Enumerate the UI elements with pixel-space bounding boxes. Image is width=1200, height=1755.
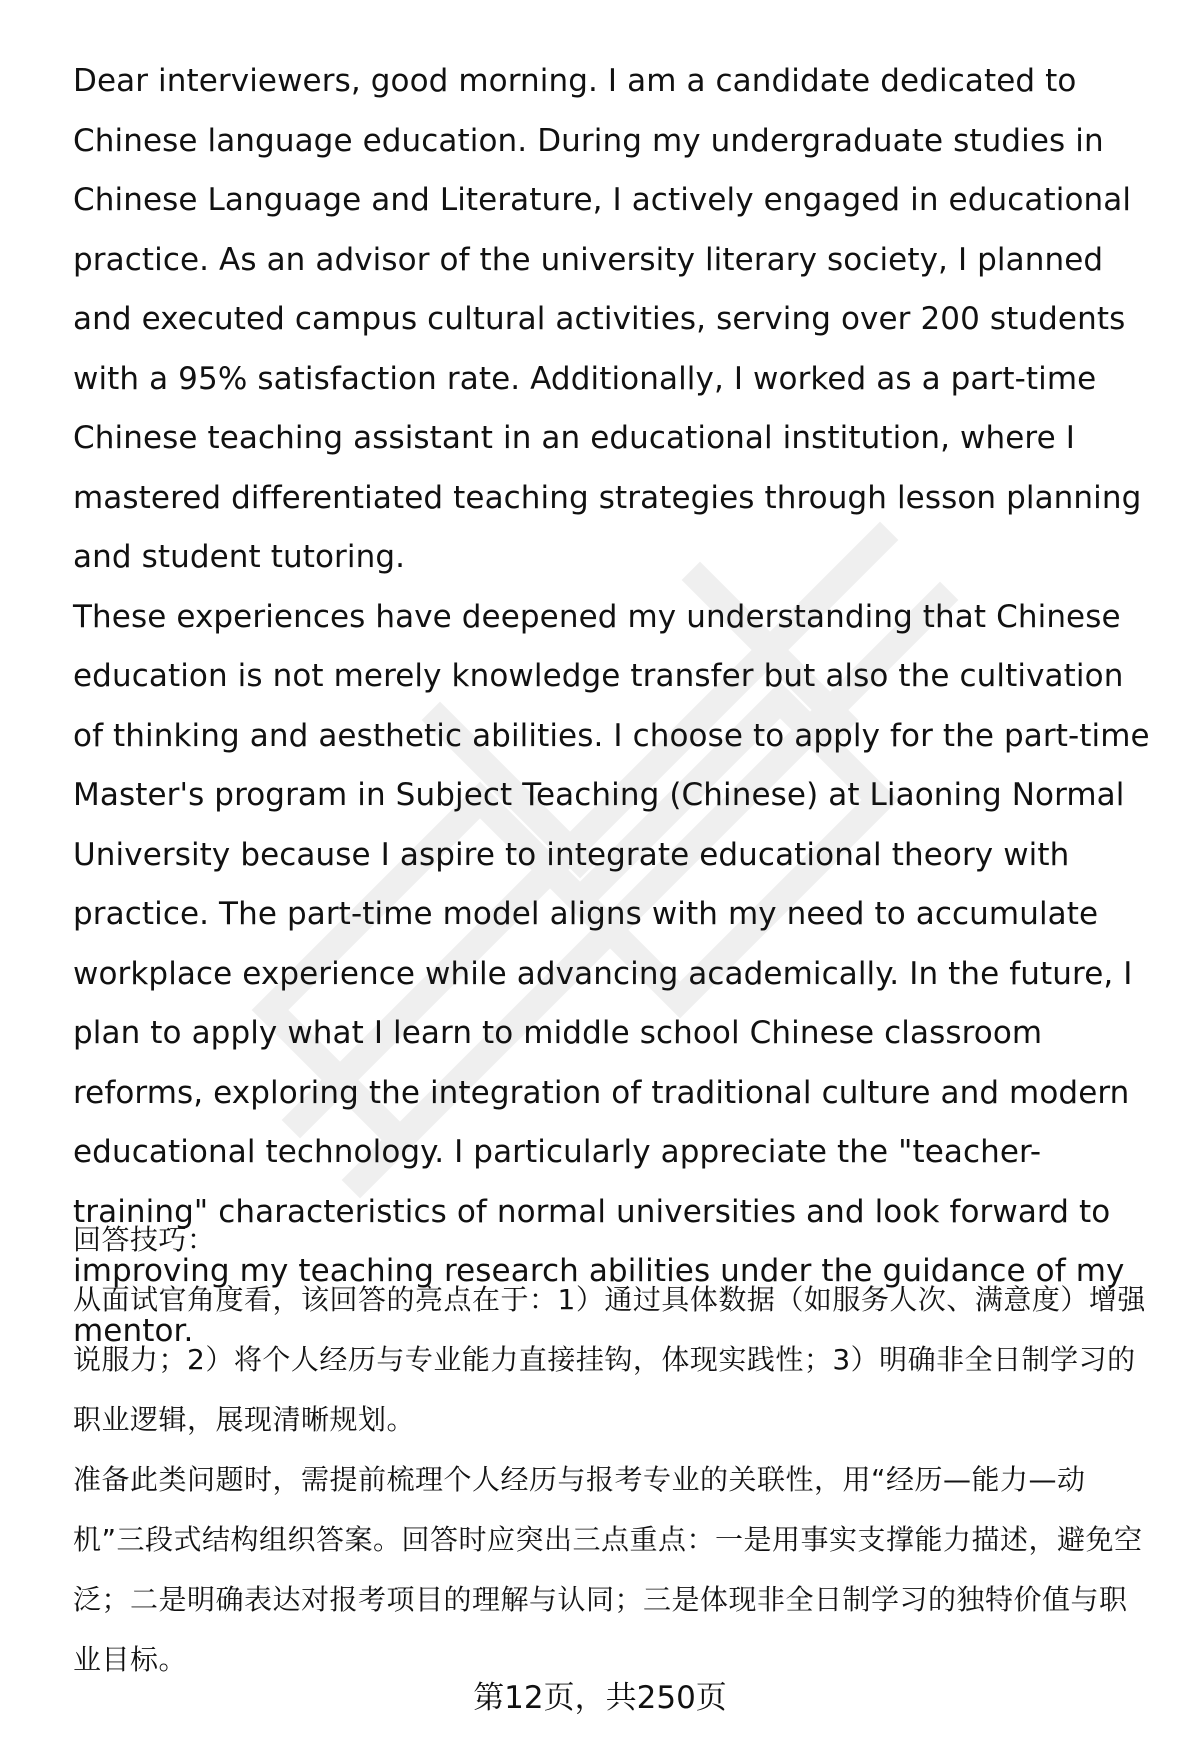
answer-body [73,52,1163,1361]
page-number: 第12页，共250页 [473,1680,727,1716]
tips-heading: 回答技巧： [73,1223,216,1256]
answer-paragraph: Dear interviewers, good morning. I am a candidate dedicated to Chinese language education. During my undergraduate studies in Chinese Language and Literature, I actively engaged in educational practice. As an advisor of the university literary society, I planned and executed campus cultural activities, serving over 200 students with a 95% satisfaction rate. Additionally, I worked as a part-time Chinese teaching assistant in an educational institution, where I mastered differentiated teaching strategies through lesson planning and student tutoring. [73,63,1142,575]
tips-paragraph: 准备此类问题时，需提前梳理个人经历与报考专业的关联性，用“经历—能力—动机”三段式结构组织答案。回答时应突出三点重点：一是用事实支撑能力描述，避免空泛；二是明确表达对报考项目的理解与认同；三是体现非全日制学习的独特价值与职业目标。 [73,1463,1143,1676]
tips-paragraph: 从面试官角度看，该回答的亮点在于：1）通过具体数据（如服务人次、满意度）增强说服力；2）将个人经历与专业能力直接挂钩，体现实践性；3）明确非全日制学习的职业逻辑，展现清晰规划。 [73,1283,1146,1436]
answer-paragraph: These experiences have deepened my understanding that Chinese education is not merely knowledge transfer but also the cultivation of thinking and aesthetic abilities. I choose to apply for the part-time Master's program in Subject Teaching (Chinese) at Liaoning Normal University because I aspire to integrate educational theory with practice. The part-time model aligns with my need to accumulate workplace experience while advancing academically. In the future, I plan to apply what I learn to middle school Chinese classroom reforms, exploring the integration of traditional culture and modern educational technology. I particularly appreciate the "teacher-training" characteristics of normal universities and look forward to improving my teaching research abilities under the guidance of my mentor. [73,598,1150,1349]
answer-tips-section [73,1210,1153,1690]
